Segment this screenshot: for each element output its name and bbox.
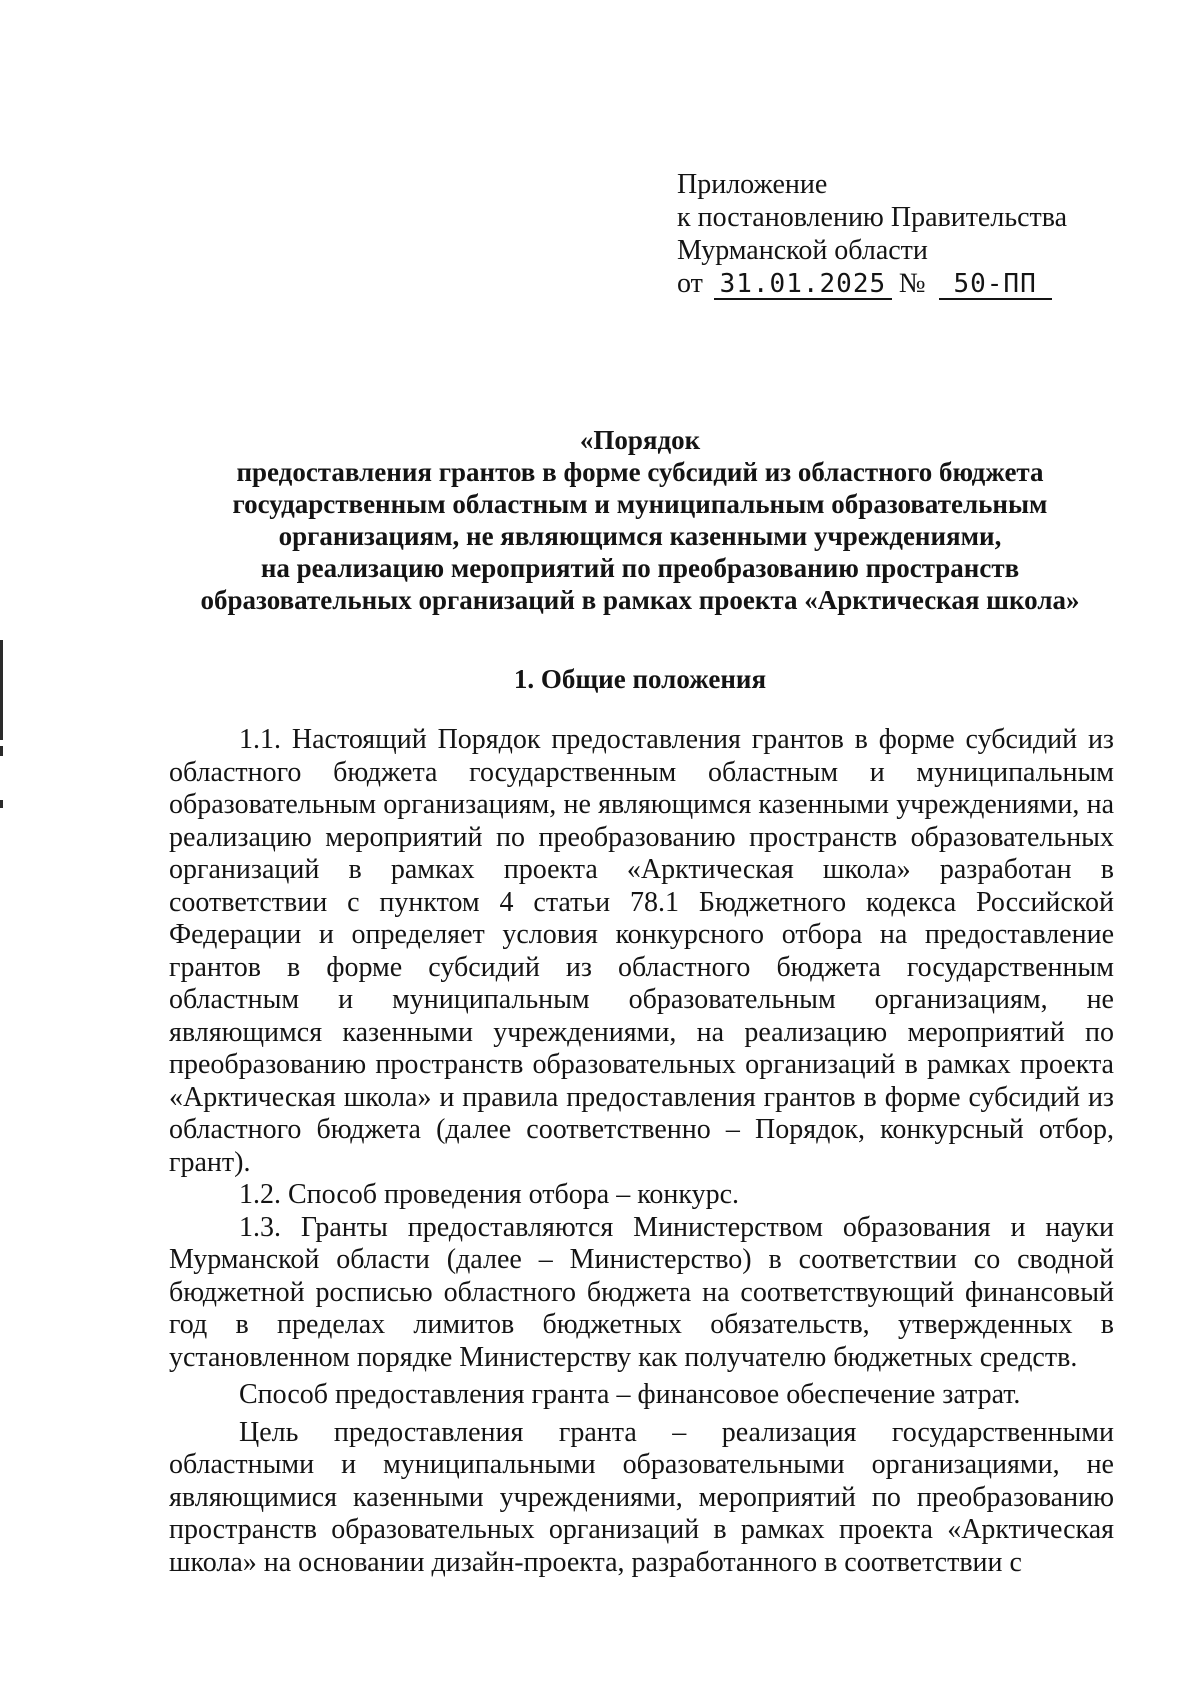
document-number: 50-ПП xyxy=(953,269,1037,299)
document-date: 31.01.2025 xyxy=(719,269,887,299)
paragraph: 1.3. Гранты предоставляются Министерством образования и науки Мурманской области (далее – Министерство) в соответствии со сводной бюджетной росписью областного бюджета на соответствующий финансовый год в пределах лимитов бюджетных обязательств, утвержденных в установленном порядке Министерству как получателю бюджетных средств. xyxy=(169,1211,1114,1373)
document-body xyxy=(169,724,1114,1579)
appendix-region: Мурманской области xyxy=(677,235,928,266)
number-prefix: № xyxy=(898,268,926,299)
scan-edge-mark xyxy=(0,640,3,740)
title-line: предоставления грантов в форме субсидий из областного бюджета xyxy=(236,457,1044,487)
paragraph: 1.1. Настоящий Порядок предоставления грантов в форме субсидий из областного бюджета государственным областным и муниципальным образовательным организациям, не являющимся казенными учреждениями, на реализацию мероприятий по преобразованию пространств образовательных организаций в рамках проекта «Арктическая школа» разработан в соответствии с пунктом 4 статьи 78.1 Бюджетного кодекса Российской Федерации и определяет условия конкурсного отбора на предоставление грантов в форме субсидий из областного бюджета государственным областным и муниципальным образовательным организациям, не являющимся казенными учреждениями, на реализацию мероприятий по преобразованию пространств образовательных организаций в рамках проекта «Арктическая школа» и правила предоставления грантов в форме субсидий из областного бюджета (далее соответственно – Порядок, конкурсный отбор, грант). xyxy=(169,724,1114,1178)
appendix-label: Приложение xyxy=(677,169,828,200)
title-line: на реализацию мероприятий по преобразованию пространств xyxy=(260,553,1020,583)
appendix-block xyxy=(677,168,1147,300)
title-line: государственным областным и муниципальным образовательным xyxy=(232,489,1048,519)
document-title xyxy=(140,424,1140,616)
paragraph: Способ предоставления гранта – финансовое обеспечение затрат. xyxy=(239,1379,1021,1410)
document-number-field xyxy=(939,270,1052,300)
title-line: образовательных организаций в рамках проекта «Арктическая школа» xyxy=(200,585,1080,615)
appendix-date-line xyxy=(677,267,1147,300)
section-heading: 1. Общие положения xyxy=(513,664,767,694)
paragraph: 1.2. Способ проведения отбора – конкурс. xyxy=(239,1179,739,1210)
date-prefix: от xyxy=(677,268,703,299)
paragraph: Цель предоставления гранта – реализация государственными областными и муниципальными образовательными организациями, не являющимися казенными учреждениями, мероприятий по преобразованию пространств образовательных организаций в рамках проекта «Арктическая школа» на основании дизайн-проекта, разработанного в соответствии с xyxy=(169,1416,1114,1578)
title-line: организациям, не являющимся казенными учреждениями, xyxy=(278,521,1002,551)
document-date-field xyxy=(714,270,892,300)
appendix-resolution: к постановлению Правительства xyxy=(677,202,1068,233)
scan-edge-mark xyxy=(0,800,3,808)
title-line: «Порядок xyxy=(579,425,701,455)
scan-edge-mark xyxy=(0,746,3,756)
